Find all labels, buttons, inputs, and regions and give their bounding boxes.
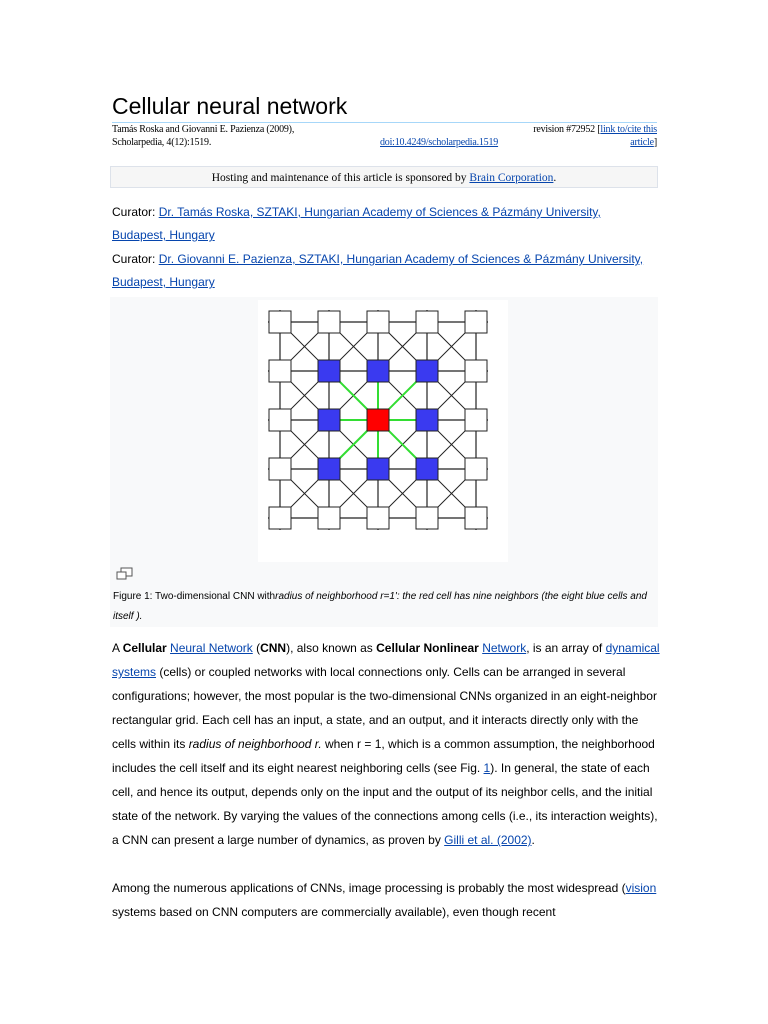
- sponsor-text: Hosting and maintenance of this article is sponsored by: [211, 172, 470, 184]
- text-run: ), also known as: [286, 641, 377, 655]
- grid-cell: [367, 311, 389, 333]
- sponsor-link[interactable]: Brain Corporation: [469, 172, 554, 184]
- citation-revision: revision #72952 [link to/cite this article]: [533, 124, 657, 148]
- grid-cell: [465, 507, 487, 529]
- grid-cell: [465, 458, 487, 480]
- neighbor-cell: [318, 458, 340, 480]
- intro-paragraph: [112, 636, 660, 852]
- doi-link[interactable]: doi:10.4249/scholarpedia.1519: [380, 137, 499, 148]
- neighbor-cell: [318, 409, 340, 431]
- text-run: systems based on CNN computers are commercially available), even though recent: [112, 905, 556, 919]
- citation-authors: Tamás Roska and Giovanni E. Pazienza (2009), Scholarpedia, 4(12):1519.: [112, 124, 295, 148]
- grid-cell: [416, 507, 438, 529]
- caption-prefix: Figure 1: Two-dimensional CNN with: [113, 591, 276, 602]
- citation-bar: [112, 122, 657, 153]
- text-run: .: [531, 833, 535, 847]
- revision-number: revision #72952: [533, 124, 595, 135]
- grid-cell: [269, 360, 291, 382]
- grid-cell: [465, 311, 487, 333]
- applications-paragraph: [112, 876, 660, 924]
- italic-term: radius of neighborhood r.: [188, 737, 322, 751]
- cnn-grid-image[interactable]: [258, 300, 508, 562]
- bold-term: Cellular: [122, 641, 167, 655]
- neighbor-cell: [416, 458, 438, 480]
- grid-cell: [416, 311, 438, 333]
- grid-cell: [465, 360, 487, 382]
- neural-network-link[interactable]: Neural Network: [170, 641, 253, 655]
- neighbor-cell: [416, 409, 438, 431]
- curator-2-link[interactable]: Dr. Giovanni E. Pazienza, SZTAKI, Hungarian Academy of Sciences & Pázmány University, Budapest, Hungary: [112, 252, 644, 289]
- curator-label: Curator:: [112, 205, 159, 219]
- dynamical-systems-link[interactable]: dynamical systems: [112, 641, 660, 679]
- cnn-grid-diagram: [258, 300, 508, 562]
- curator-1-link[interactable]: Dr. Tamás Roska, SZTAKI, Hungarian Academy of Sciences & Pázmány University, Budapest, Hungary: [112, 205, 601, 242]
- figure-ref-link[interactable]: 1: [483, 761, 491, 775]
- center-cell: [367, 409, 389, 431]
- sponsor-banner: [110, 166, 658, 188]
- neighbor-cell: [367, 458, 389, 480]
- grid-cell: [269, 507, 291, 529]
- grid-cell: [367, 507, 389, 529]
- network-link[interactable]: Network: [482, 641, 527, 655]
- cite-article-link[interactable]: link to/cite this article: [600, 124, 657, 148]
- gilli-reference-link[interactable]: Gilli et al. (2002): [444, 833, 532, 847]
- neighbor-cell: [367, 360, 389, 382]
- neighbor-cell: [416, 360, 438, 382]
- vision-link[interactable]: vision: [625, 881, 657, 895]
- text-run: ). In general, the state of each cell, and hence its output, depends only on the input and the output of its neighbor cells, and the initial state of the network. By varying the values of the connections among cells (i.e., its interaction weights), a CNN can present a large number of dynamics, as proven by: [112, 761, 658, 847]
- sponsor-period: .: [553, 172, 557, 184]
- text-run: A: [112, 641, 123, 655]
- text-run: (cells) or coupled networks with local connections only. Cells can be arranged in several configurations; however, the most popular is the two-dimensional CNNs organized in an eight-neighbor rectangular grid. Each cell has an input, a state, and an output, and it interacts directly only with the cells within its: [112, 665, 657, 751]
- bold-term: Cellular Nonlinear: [376, 641, 479, 655]
- caption-italic: radius of neighborhood r=1': the red cell has nine neighbors (the eight blue cells and itself ).: [113, 591, 647, 622]
- text-run: (: [252, 641, 261, 655]
- grid-cell: [269, 409, 291, 431]
- page-title: Cellular neural network: [112, 93, 348, 119]
- curator-label: Curator:: [112, 252, 159, 266]
- enlarge-icon[interactable]: [116, 567, 134, 581]
- grid-cell: [318, 311, 340, 333]
- figure-caption: [113, 587, 653, 627]
- text-run: when r = 1, which is a common assumption, the neighborhood includes the cell itself and its eight nearest neighboring cells (see Fig.: [112, 737, 655, 775]
- text-run: , is an array of: [526, 641, 606, 655]
- curator-2: [112, 248, 652, 294]
- grid-cell: [269, 458, 291, 480]
- figure-1: [110, 297, 658, 627]
- grid-cell: [465, 409, 487, 431]
- text-run: Among the numerous applications of CNNs, image processing is probably the most widespread (: [112, 881, 626, 895]
- grid-cell: [269, 311, 291, 333]
- curator-1: [112, 201, 652, 247]
- bold-term: CNN: [260, 641, 287, 655]
- grid-cell: [318, 507, 340, 529]
- neighbor-cell: [318, 360, 340, 382]
